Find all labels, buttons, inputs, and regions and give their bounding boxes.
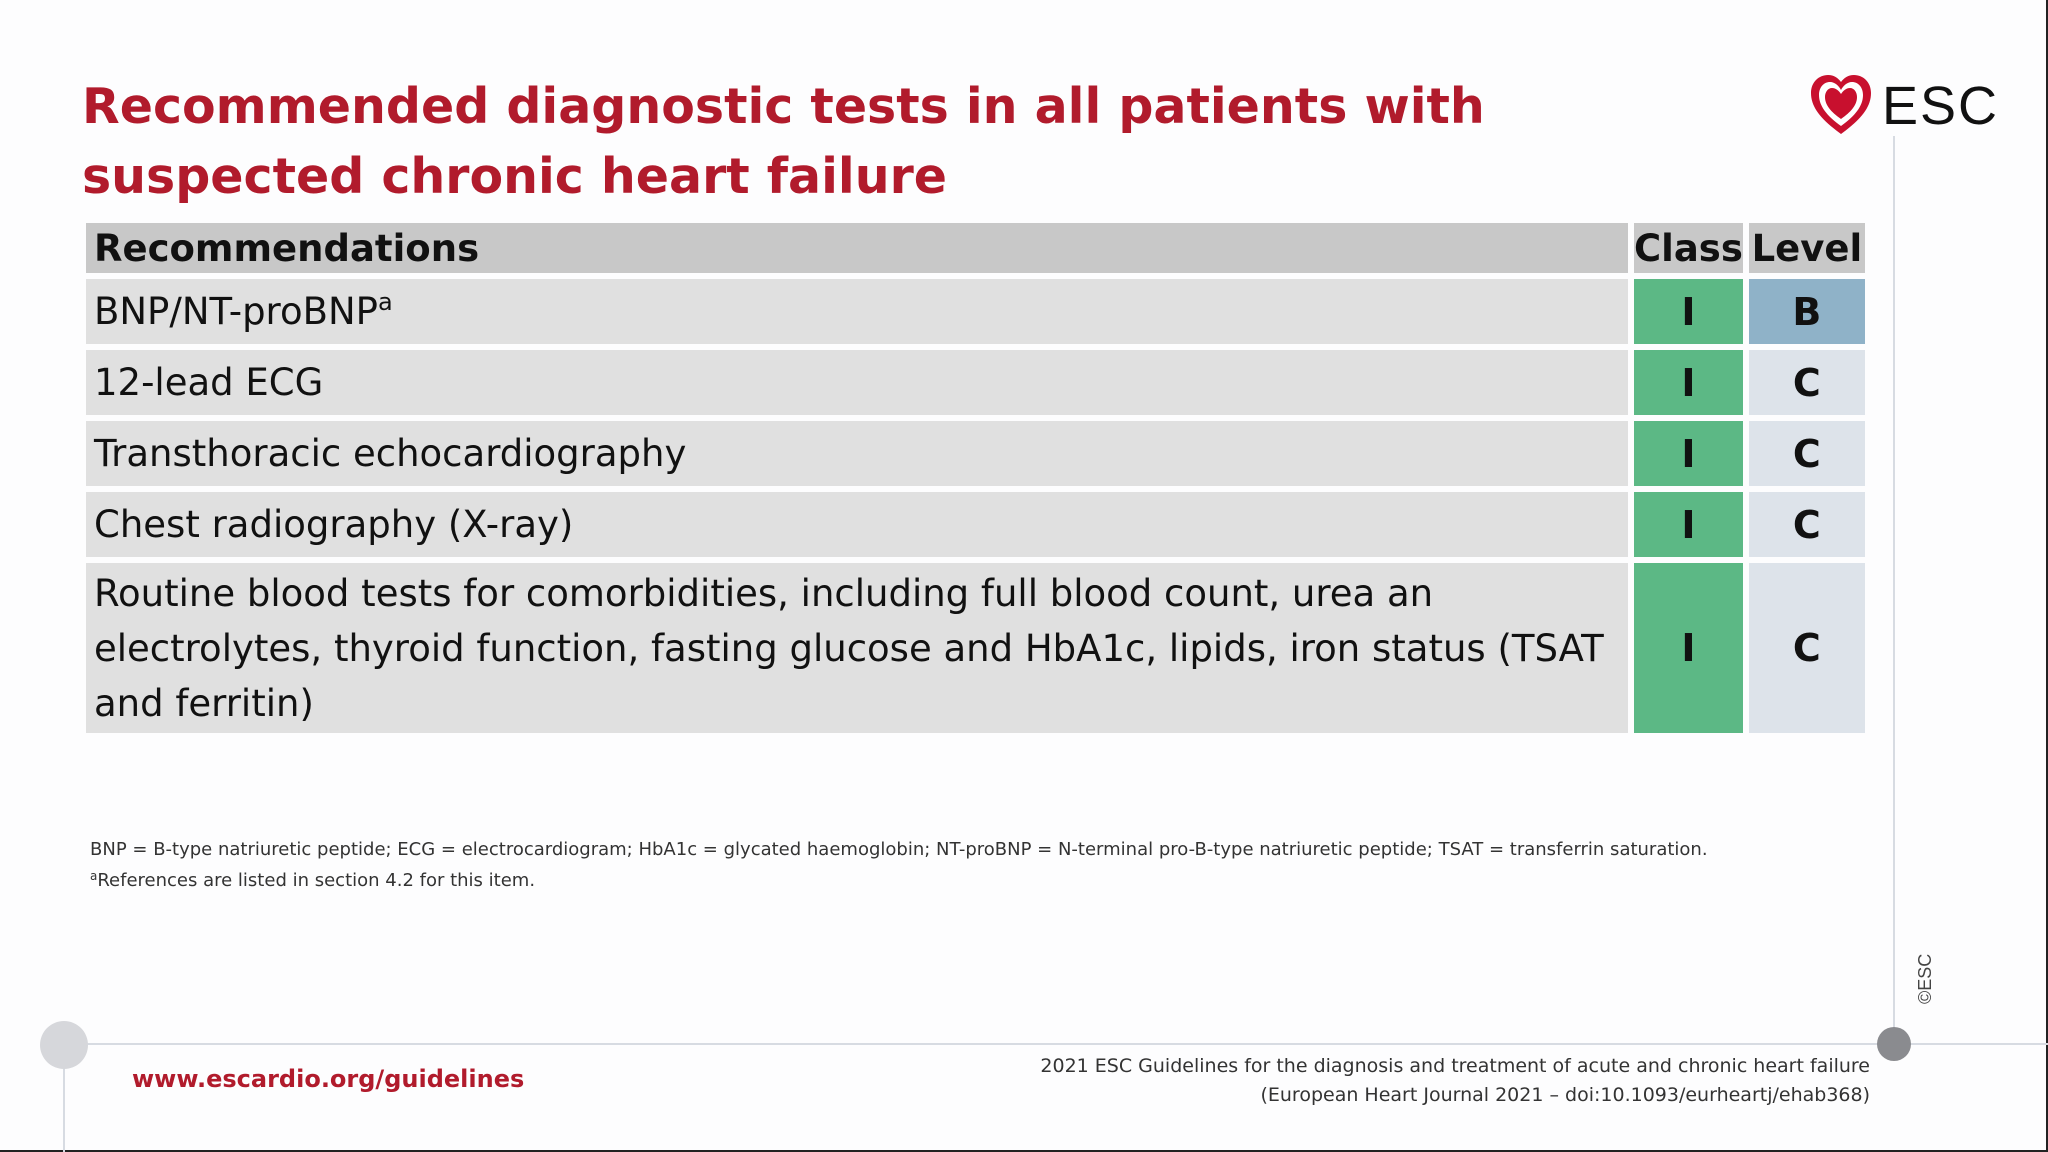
level-cell: B: [1749, 279, 1865, 344]
footnotes: [90, 836, 1850, 894]
footer-divider: [63, 1043, 2048, 1045]
table-header-row: [86, 223, 1865, 273]
abbreviations-footnote: BNP = B-type natriuretic peptide; ECG = electrocardiogram; HbA1c = glycated haemoglobin; NT-proBNP = N-terminal pro-B-type natriuretic peptide; TSAT = transferrin saturation.: [90, 839, 1708, 860]
citation: [1040, 1052, 1870, 1110]
recommendation-cell: Chest radiography (X-ray): [86, 492, 1628, 557]
recommendations-table: [80, 217, 1871, 739]
class-cell: I: [1634, 421, 1743, 486]
class-cell: I: [1634, 279, 1743, 344]
copyright-notice: [1905, 946, 1945, 1006]
recommendation-cell: Routine blood tests for comorbidities, including full blood count, urea an electrolytes, thyroid function, fasting glucose and HbA1c, lipids, iron status (TSAT and ferritin): [86, 563, 1628, 733]
esc-logo: [1808, 72, 2000, 140]
class-cell: I: [1634, 563, 1743, 733]
table-row: [86, 421, 1865, 486]
table-row: [86, 492, 1865, 557]
table-row: [86, 350, 1865, 415]
table-row: [86, 279, 1865, 344]
table-row: [86, 563, 1865, 733]
citation-line-2: (European Heart Journal 2021 – doi:10.1093/eurheartj/ehab368): [1260, 1084, 1870, 1106]
slide-title: Recommended diagnostic tests in all patients with suspected chronic heart failure: [82, 78, 1485, 205]
vertical-divider: [1893, 136, 1895, 1044]
header-class: Class: [1634, 223, 1743, 273]
reference-footnote-text: References are listed in section 4.2 for this item.: [97, 870, 536, 891]
esc-heart-logo-icon: [1808, 72, 1874, 138]
class-cell: I: [1634, 350, 1743, 415]
header-level: Level: [1749, 223, 1865, 273]
guidelines-link[interactable]: www.escardio.org/guidelines: [132, 1065, 525, 1093]
recommendation-cell: [86, 279, 1628, 344]
citation-line-1: 2021 ESC Guidelines for the diagnosis and treatment of acute and chronic heart failure: [1040, 1055, 1870, 1077]
header-recommendations: Recommendations: [86, 223, 1628, 273]
right-dot-decoration: [1877, 1027, 1911, 1061]
class-cell: I: [1634, 492, 1743, 557]
esc-logo-text: ESC: [1882, 76, 2000, 136]
level-cell: C: [1749, 492, 1865, 557]
copyright-text: ©ESC: [1915, 953, 1935, 1004]
recommendation-cell: 12-lead ECG: [86, 350, 1628, 415]
level-cell: C: [1749, 563, 1865, 733]
footnote-marker: a: [377, 288, 393, 316]
level-cell: C: [1749, 421, 1865, 486]
recommendation-text: BNP/NT-proBNP: [94, 290, 378, 333]
left-dot-decoration: [40, 1021, 88, 1069]
level-cell: C: [1749, 350, 1865, 415]
reference-footnote-marker: a: [90, 869, 98, 883]
recommendation-cell: Transthoracic echocardiography: [86, 421, 1628, 486]
reference-footnote: [90, 863, 1850, 894]
